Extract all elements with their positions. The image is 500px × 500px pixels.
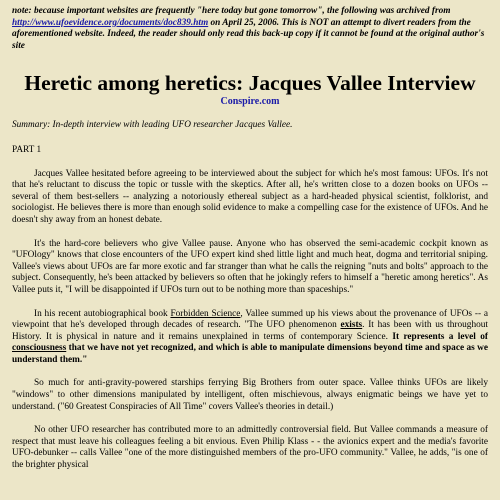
paragraph-4: So much for anti-gravity-powered starships ferrying Big Brothers from outer space. Vallee thinks UFOs are likely "windows" to other dimensions manipulated by intelligent, often mischievous, always enigmatic beings we have yet to understand. ("60 Greatest Conspiracies of All Time" covers Vallee's theories in detail.) xyxy=(12,378,488,412)
paragraph-3-bold-1: It represents a level of xyxy=(392,331,488,342)
emphasis-exists: exists xyxy=(340,320,363,331)
paragraph-3-text-a: In his recent autobiographical book xyxy=(34,308,171,319)
paragraph-3 xyxy=(12,309,488,367)
paragraph-5: No other UFO researcher has contributed more to an admittedly controversial field. But Vallee commands a measure of respect that must leave his colleagues feeling a bit envious. Even Philip Klass - - the avionics expert and the media's favorite UFO-debunker -- calls Vallee "one of the more distinguished members of the pro-UFO community." Vallee, he adds, "is one of the brighter physical xyxy=(12,425,488,471)
archive-note xyxy=(12,6,488,52)
part-heading: PART 1 xyxy=(12,144,42,155)
archive-note-text-1: note: because important websites are frequently "here today but gone tomorrow", the following was archived from xyxy=(12,6,451,16)
paragraph-3-text-b: , Vallee summed up his views about the provenance of UFOs -- a viewpoint that he's developed through decades of research. "The UFO phenomenon xyxy=(12,308,488,331)
archive-note-text-2: on April 25, 2006. This is NOT an attempt to divert readers from the aforementioned website. Indeed, the reader should only read this back-up copy if it cannot be found at the original author's site xyxy=(12,17,485,51)
paragraph-2: It's the hard-core believers who give Vallee pause. Anyone who has observed the semi-academic cockpit known as "UFOlogy" knows that close encounters of the UFO expert kind shed little light and much heat, dogma and territorial sniping. Vallee's views about UFOs are far more exotic and far stranger than what he calls the reigning "nuts and bolts" approach to the subject. Consequently, he's been attacked by believers so often that he jokingly refers to himself a "heretic among heretics". As Vallee puts it, "I will be disappointed if UFOs turn out to be nothing more than spaceships." xyxy=(12,238,488,295)
paragraph-3-text-c: . It has been with us throughout History. It is physical in nature and it remains unexplained in terms of contemporary Science. xyxy=(12,320,488,342)
book-title-forbidden-science: Forbidden Science xyxy=(170,308,241,319)
article-source: Conspire.com xyxy=(220,96,280,108)
emphasis-consciousness: consciousness xyxy=(12,343,67,354)
article-summary: Summary: In-depth interview with leading UFO researcher Jacques Vallee. xyxy=(12,120,293,131)
article-title: Heretic among heretics: Jacques Vallee Interview xyxy=(24,71,476,96)
paragraph-1: Jacques Vallee hesitated before agreeing to be interviewed about the subject for which he's most famous: UFOs. It's not that he's reluctant to discuss the topic or tussle with the skeptics. After all, he's written close to a dozen books on UFOs -- several of them best-sellers -- analyzing a notoriously ethereal subject as a hard-headed physical scientist, folklorist, and sociologist. He believes there is more than enough solid evidence to make a compelling case for the existence of UFOs. And he doesn't shy away from an honest debate. xyxy=(12,168,488,225)
archive-source-link[interactable]: http://www.ufoevidence.org/documents/doc839.htm xyxy=(12,17,209,28)
paragraph-3-bold-2: that we have not yet recognized, and which is able to manipulate dimensions beyond time and space as we understand them." xyxy=(12,343,488,365)
